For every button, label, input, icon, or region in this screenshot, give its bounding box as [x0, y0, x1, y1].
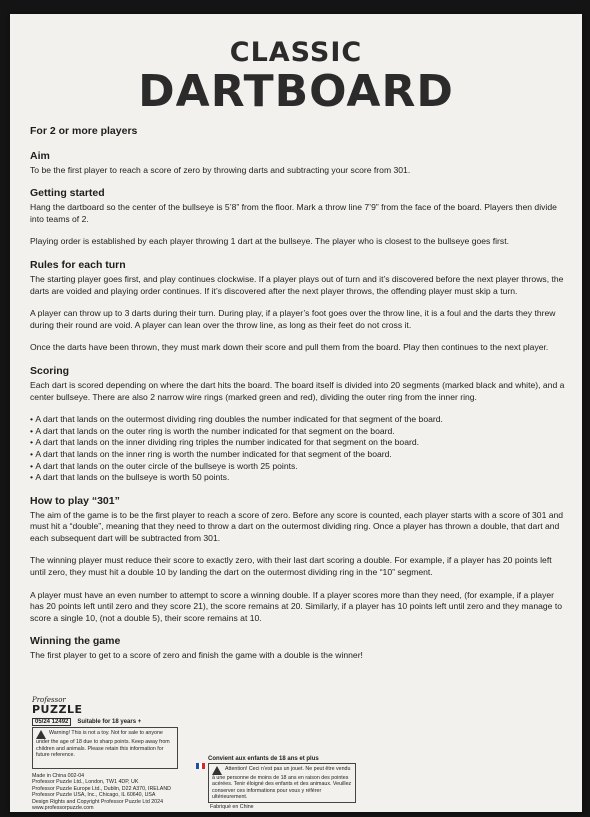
how-to-play-text-3: A player must have an even number to attempt to score a winning double. If a player scores more than they need, (for example, if a player has 20 points left until zero and they score 21), the score remains at 20. Similarly, if a player has 10 points left until zero and they manage to score a single 10, (not a double 5), their score remains at 10.: [30, 589, 562, 623]
title-dartboard: DARTBOARD: [138, 66, 454, 117]
flag-stripe: [202, 763, 205, 769]
warning-text-fr: Attention! Ceci n’est pas un jouet. Ne peut être vendu à une personne de moins de 18 ans en raison des pointes acérées. Tenir éloigné des enfants et des animaux. Veuillez conserver ces informations pour vous y référer ultérieurement.: [212, 766, 352, 800]
heading-getting-started: Getting started: [30, 187, 105, 200]
playing-order-text: Playing order is established by each player throwing 1 dart at the bullseye. The player who is closest to the bullseye goes first.: [30, 236, 509, 247]
getting-started-text: Hang the dartboard so the center of the bullseye is 5’8” from the floor. Mark a throw line 7’9” from the face of the board. Players then divide into teams of 2.: [30, 202, 557, 224]
heading-scoring: Scoring: [30, 364, 70, 377]
french-made-in: Fabriqué en Chine: [210, 804, 254, 810]
players-line: For 2 or more players: [30, 125, 138, 137]
title-classic: CLASSIC: [229, 37, 363, 68]
made-line: Professor Puzzle Europe Ltd., Dublin, D22 A370, IRELAND: [32, 785, 171, 792]
heading-winning: Winning the game: [30, 635, 121, 648]
made-line: Design Rights and Copyright Professor Puzzle Ltd 2024: [32, 798, 164, 805]
list-item: • A dart that lands on the bullseye is worth 50 points.: [30, 472, 568, 484]
title-block: [10, 38, 582, 116]
rules-text-3: Once the darts have been thrown, they must mark down their score and pull them from the board. Play then continues to the next player.: [30, 342, 549, 353]
list-item: • A dart that lands on the outer circle of the bullseye is worth 25 points.: [30, 461, 568, 473]
footer: [30, 696, 570, 812]
batch-code: 05/24 12492: [32, 718, 71, 726]
warning-text-en: Warning! This is not a toy. Not for sale to anyone under the age of 18 due to sharp points. Keep away from children and animals. Please retain this information for future reference.: [36, 730, 170, 759]
winning-text: The first player to get to a score of zero and finish the game with a double is the winner!: [30, 650, 363, 661]
made-line: Professor Puzzle Ltd., London, TW1 4DP, UK: [32, 779, 139, 786]
list-item: • A dart that lands on the outermost dividing ring doubles the number indicated for that segment of the board.: [30, 414, 568, 426]
professor-puzzle-logo: [32, 696, 92, 716]
french-flag-icon: [196, 763, 205, 769]
logo-small-text: Professor: [32, 696, 66, 704]
list-item: • A dart that lands on the outer ring is worth the number indicated for that segment on the board.: [30, 426, 568, 438]
rules-text-2: A player can throw up to 3 darts during their turn. During play, if a player’s foot goes over the throw line, it is a foul and the darts they threw during their round are void. A player can lean over the throw line, as long as their feet do not cross it.: [30, 308, 556, 330]
warning-icon: [212, 766, 222, 775]
list-item: • A dart that lands on the inner dividing ring triples the number indicated for that segment on the board.: [30, 437, 568, 449]
instruction-sheet: [10, 14, 582, 812]
instructions-body: [30, 126, 568, 673]
warning-box-en: [32, 727, 178, 769]
manufacturer-info: [32, 773, 171, 811]
heading-rules: Rules for each turn: [30, 258, 126, 271]
how-to-play-text-2: The winning player must reduce their score to exactly zero, with their last dart scoring a double. For example, if a player has 20 points left until zero, they must hit a double 10 by landing the dart on the outermost dividing ring in the “10” segment.: [30, 555, 552, 578]
heading-aim: Aim: [30, 149, 50, 162]
logo-big-text: PUZZLE: [32, 703, 83, 716]
scoring-list: [30, 414, 568, 484]
heading-how-to-play: How to play “301”: [30, 494, 120, 507]
french-age-title: Convient aux enfants de 18 ans et plus: [208, 756, 319, 762]
how-to-play-text-1: The aim of the game is to be the first player to reach a score of zero. Before any score is counted, each player starts with a score of 301 and must hit a “double”, meaning that they need to throw a dart on the outermost dividing ring. Once a player has thrown a double, that dart and each subsequent dart will be subtracted from 301.: [30, 509, 564, 543]
rules-text-1: The starting player goes first, and play continues clockwise. If a player plays out of turn and it’s discovered before the next player throws, the darts are voided and playing order continues. If it’s discovered after the next player throws, the offending player must skip a turn.: [30, 273, 564, 296]
list-item: • A dart that lands on the inner ring is worth the number indicated for that segment of the board.: [30, 449, 568, 461]
scoring-intro: Each dart is scored depending on where the dart hits the board. The board itself is divided into 20 segments (marked black and white), and a center bullseye. There are also 2 narrow wire rings (marked green and red), dividing the outer ring from the inner ring.: [30, 379, 565, 402]
warning-icon: [36, 730, 46, 739]
age-suitability: Suitable for 18 years +: [77, 719, 142, 725]
warning-box-fr: [208, 763, 356, 803]
made-line: www.professorpuzzle.com: [32, 805, 94, 812]
code-row: [32, 718, 141, 726]
aim-text: To be the first player to reach a score of zero by throwing darts and subtracting your score from 301.: [30, 164, 411, 175]
made-line: Professor Puzzle USA, Inc., Chicago, IL 60640, USA: [32, 792, 156, 799]
made-line: Made in China 002-04: [32, 773, 85, 779]
